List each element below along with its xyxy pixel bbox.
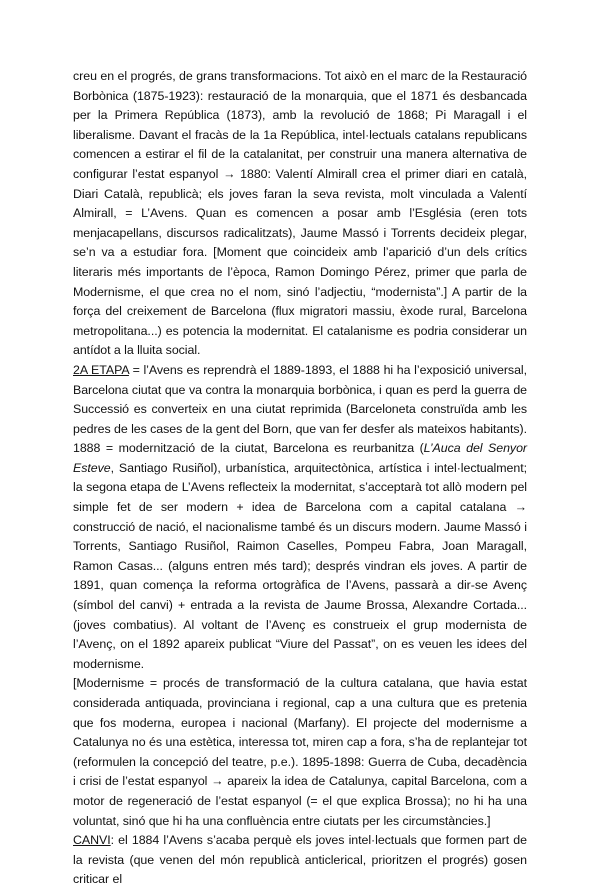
paragraph-modernisme: [Modernisme = procés de transformació de la cultura catalana, que havia estat considerada antiquada, provinciana i regional, cap a una cultura que es pretenia que fos moderna, europea i nacional (Marfany). El projecte del modernisme a Catalunya no és una estètica, interessa tot, miren cap a fora, s’ha de replantejar tot (reformulen la concepció del teatre, p.e.). 1895-1898: Guerra de Cuba, decadència i crisi de l’estat espanyol → apareix la idea de Catalunya, capital Barcelona, com a motor de regeneració de l’estat espanyol (= el que explica Brossa); no hi ha una voluntat, sinó que hi ha una confluència entre ciutats per les circumstàncies.] [73, 676, 527, 828]
paragraph-segona-etapa [73, 361, 527, 675]
section-label-2a-etapa: 2A ETAPA [73, 362, 129, 377]
section-label-canvi: CANVI [73, 833, 111, 848]
paragraph-restauracio: creu en el progrés, de grans transformacions. Tot això en el marc de la Restauració Borbònica (1875-1923): restauració de la monarquia, que el 1871 és desbancada per la Primera República (1873), amb la revolució de 1868; Pi Maragall i el liberalisme. Davant el fracàs de la 1a República, intel·lectuals catalans republicans comencen a estirar el fil de la catalanitat, per construir una manera alternativa de configurar l’estat espanyol → 1880: Valentí Almirall crea el primer diari en català, Diari Català, republicà; els joves faran la seva revista, molt vinculada a Valentí Almirall, = L’Avens. Quan es comencen a posar amb l’Església (eren tots menjacapellans, discursos radicalitzats), Jaume Massó i Torrents decideix plegar, se’n va a estudiar fora. [Moment que coincideix amb l’aparició d’un dels crítics literaris més importants de l’època, Ramon Domingo Pérez, primer que parla de Modernisme, el que crea no el nom, sinó l’adjectiu, “modernista”.] A partir de la força del creixement de Barcelona (flux migratori massiu, èxode rural, Barcelona metropolitana...) es potencia la modernitat. El catalanisme es podria considerar un antídot a la lluita social. [73, 69, 527, 358]
book-title: L’Auca del Senyor Esteve [73, 441, 527, 475]
paragraph-canvi [73, 831, 527, 890]
paragraph-text: = l’Avens es reprendrà el 1889-1893, el 1888 hi ha l’exposició universal, Barcelona ciutat que va contra la monarquia borbònica, i quan es perd la guerra de Successió es converteix en una ciutat reprimida (Barceloneta construïda amb les pedres de les cases de la gent del Born, que van fer desfer als mateixos habitants). 1888 = modernització de la ciutat, Barcelona es reurbanitza ( [73, 362, 527, 456]
paragraph-text: : el 1884 l’Avens s’acaba perquè els joves intel·lectuals que formen part de la revista (que venen del món republicà anticlerical, prioritzen el progrés) gosen criticar el [73, 833, 527, 887]
paragraph-text: , Santiago Rusiñol), urbanística, arquitectònica, artística i intel·lectualment; la segona etapa de L’Avens reflecteix la modernitat, s’acceptarà tot allò modern pel simple fet de ser modern + idea de Barcelona com a capital catalana → construcció de nació, el nacionalisme també és un discurs modern. Jaume Massó i Torrents, Santiago Rusiñol, Raimon Caselles, Pompeu Fabra, Joan Maragall, Ramon Casas... (alguns entren més tard); després vindran els joves. A partir de 1891, quan comença la reforma ortogràfica de l’Avens, passarà a dir-se Avenç (símbol del canvi) + entrada a la revista de Jaume Brossa, Alexandre Cortada... (joves combatius). Al voltant de l’Avenç es construeix el grup modernista de l’Avenç, on el 1892 apareix publicat “Viure del Passat”, on es veuen les idees del modernisme. [73, 460, 527, 671]
